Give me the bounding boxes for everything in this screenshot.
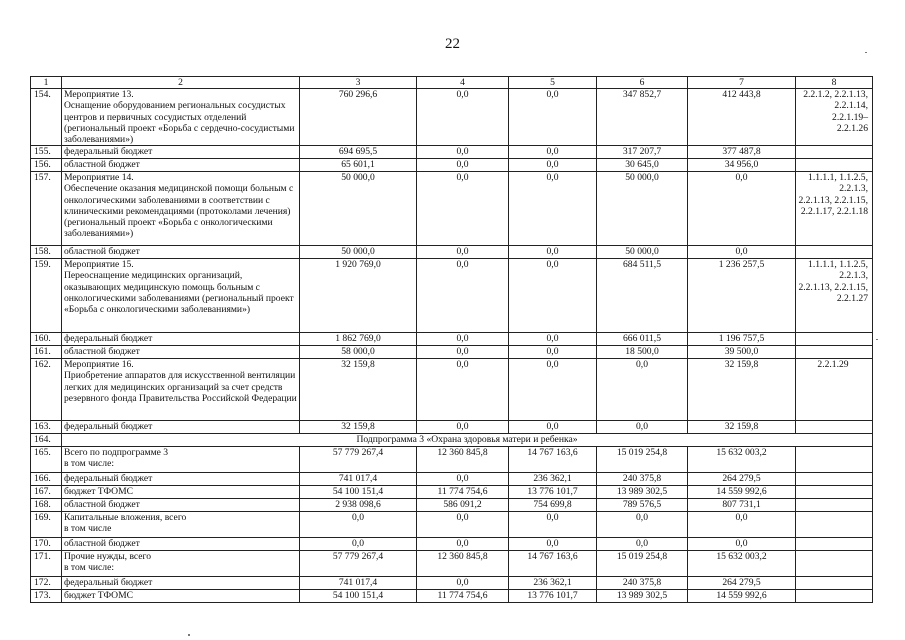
description-cell: бюджет ТФОМС xyxy=(62,590,300,603)
year-cell: 0,0 xyxy=(509,146,597,159)
total-cell: 32 159,8 xyxy=(300,359,417,421)
description-cell: федеральный бюджет xyxy=(62,146,300,159)
row-number-cell: 172. xyxy=(31,577,62,590)
table-row xyxy=(31,246,873,259)
year-cell: 14 559 992,6 xyxy=(688,590,796,603)
year-cell: 15 632 003,2 xyxy=(688,551,796,577)
description-cell: федеральный бюджет xyxy=(62,421,300,434)
total-cell: 741 017,4 xyxy=(300,577,417,590)
row-number-cell: 161. xyxy=(31,346,62,359)
year-cell: 0,0 xyxy=(417,512,509,538)
table-row xyxy=(31,159,873,172)
year-cell: 666 011,5 xyxy=(597,333,688,346)
year-cell: 264 279,5 xyxy=(688,577,796,590)
table-row xyxy=(31,434,873,447)
total-cell: 32 159,8 xyxy=(300,421,417,434)
indicator-ref-cell xyxy=(796,346,873,359)
year-cell: 0,0 xyxy=(509,333,597,346)
table-row xyxy=(31,146,873,159)
year-cell: 0,0 xyxy=(509,359,597,421)
scan-speck xyxy=(188,634,190,636)
year-cell: 11 774 754,6 xyxy=(417,486,509,499)
total-cell: 1 862 769,0 xyxy=(300,333,417,346)
year-cell: 0,0 xyxy=(688,172,796,246)
indicator-ref-cell xyxy=(796,551,873,577)
header-cell: 2 xyxy=(62,77,300,89)
indicator-ref-cell xyxy=(796,499,873,512)
year-cell: 0,0 xyxy=(688,538,796,551)
year-cell: 32 159,8 xyxy=(688,421,796,434)
page-number: 22 xyxy=(445,36,460,52)
indicator-ref-cell: 2.2.1.2, 2.2.1.13, 2.2.1.14, 2.2.1.19– 2.2.1.26 xyxy=(796,89,873,146)
description-cell: Мероприятие 14. Обеспечение оказания медицинской помощи больным с онкологическими заболеваниями в соответствии с клиническими рекомендациями (протоколами лечения) (региональный проект «Борьба с онкологическими заболеваниями») xyxy=(62,172,300,246)
row-number-cell: 157. xyxy=(31,172,62,246)
year-cell: 0,0 xyxy=(417,89,509,146)
row-number-cell: 169. xyxy=(31,512,62,538)
year-cell: 11 774 754,6 xyxy=(417,590,509,603)
year-cell: 0,0 xyxy=(509,346,597,359)
total-cell: 694 695,5 xyxy=(300,146,417,159)
year-cell: 0,0 xyxy=(417,259,509,333)
table-row xyxy=(31,359,873,421)
row-number-cell: 159. xyxy=(31,259,62,333)
row-number-cell: 154. xyxy=(31,89,62,146)
year-cell: 15 019 254,8 xyxy=(597,447,688,473)
table-row xyxy=(31,499,873,512)
description-cell: Капитальные вложения, всего в том числе xyxy=(62,512,300,538)
year-cell: 240 375,8 xyxy=(597,473,688,486)
table-row xyxy=(31,551,873,577)
program-financing-table xyxy=(30,76,873,603)
year-cell: 236 362,1 xyxy=(509,473,597,486)
indicator-ref-cell xyxy=(796,447,873,473)
year-cell: 14 767 163,6 xyxy=(509,447,597,473)
indicator-ref-cell xyxy=(796,590,873,603)
year-cell: 0,0 xyxy=(597,512,688,538)
header-cell: 3 xyxy=(300,77,417,89)
table-row xyxy=(31,486,873,499)
total-cell: 760 296,6 xyxy=(300,89,417,146)
table-header-row xyxy=(31,77,873,89)
scan-speck xyxy=(876,339,878,340)
year-cell: 14 767 163,6 xyxy=(509,551,597,577)
description-cell: федеральный бюджет xyxy=(62,577,300,590)
year-cell: 12 360 845,8 xyxy=(417,447,509,473)
year-cell: 789 576,5 xyxy=(597,499,688,512)
year-cell: 412 443,8 xyxy=(688,89,796,146)
indicator-ref-cell xyxy=(796,577,873,590)
indicator-ref-cell xyxy=(796,473,873,486)
year-cell: 754 699,8 xyxy=(509,499,597,512)
table-row xyxy=(31,89,873,146)
indicator-ref-cell xyxy=(796,486,873,499)
total-cell: 741 017,4 xyxy=(300,473,417,486)
row-number-cell: 162. xyxy=(31,359,62,421)
year-cell: 1 196 757,5 xyxy=(688,333,796,346)
indicator-ref-cell xyxy=(796,246,873,259)
row-number-cell: 164. xyxy=(31,434,62,447)
year-cell: 32 159,8 xyxy=(688,359,796,421)
header-cell: 5 xyxy=(509,77,597,89)
header-cell: 7 xyxy=(688,77,796,89)
row-number-cell: 160. xyxy=(31,333,62,346)
year-cell: 0,0 xyxy=(417,577,509,590)
indicator-ref-cell xyxy=(796,159,873,172)
year-cell: 0,0 xyxy=(597,359,688,421)
year-cell: 236 362,1 xyxy=(509,577,597,590)
total-cell: 0,0 xyxy=(300,538,417,551)
year-cell: 0,0 xyxy=(417,172,509,246)
table-row xyxy=(31,538,873,551)
description-cell: Мероприятие 13. Оснащение оборудованием региональных сосудистых центров и первичных сосудистых отделений (региональный проект «Борьба с сердечно-сосудистыми заболеваниями») xyxy=(62,89,300,146)
year-cell: 15 019 254,8 xyxy=(597,551,688,577)
header-cell: 1 xyxy=(31,77,62,89)
row-number-cell: 173. xyxy=(31,590,62,603)
year-cell: 14 559 992,6 xyxy=(688,486,796,499)
table-row xyxy=(31,590,873,603)
row-number-cell: 165. xyxy=(31,447,62,473)
year-cell: 0,0 xyxy=(417,473,509,486)
total-cell: 54 100 151,4 xyxy=(300,590,417,603)
year-cell: 0,0 xyxy=(688,246,796,259)
row-number-cell: 155. xyxy=(31,146,62,159)
table-row xyxy=(31,259,873,333)
total-cell: 50 000,0 xyxy=(300,246,417,259)
description-cell: областной бюджет xyxy=(62,159,300,172)
year-cell: 13 989 302,5 xyxy=(597,590,688,603)
year-cell: 0,0 xyxy=(509,538,597,551)
row-number-cell: 166. xyxy=(31,473,62,486)
year-cell: 0,0 xyxy=(417,346,509,359)
description-cell: Прочие нужды, всего в том числе: xyxy=(62,551,300,577)
year-cell: 0,0 xyxy=(688,512,796,538)
year-cell: 0,0 xyxy=(509,89,597,146)
year-cell: 13 776 101,7 xyxy=(509,486,597,499)
year-cell: 1 236 257,5 xyxy=(688,259,796,333)
year-cell: 30 645,0 xyxy=(597,159,688,172)
total-cell: 58 000,0 xyxy=(300,346,417,359)
year-cell: 0,0 xyxy=(417,159,509,172)
year-cell: 18 500,0 xyxy=(597,346,688,359)
year-cell: 50 000,0 xyxy=(597,246,688,259)
year-cell: 0,0 xyxy=(509,512,597,538)
indicator-ref-cell: 2.2.1.29 xyxy=(796,359,873,421)
total-cell: 1 920 769,0 xyxy=(300,259,417,333)
year-cell: 0,0 xyxy=(417,538,509,551)
description-cell: Мероприятие 16. Приобретение аппаратов для искусственной вентиляции легких для медицинских организаций за счет средств резервного фонда Правительства Российской Федерации xyxy=(62,359,300,421)
year-cell: 0,0 xyxy=(509,421,597,434)
year-cell: 0,0 xyxy=(597,421,688,434)
year-cell: 34 956,0 xyxy=(688,159,796,172)
year-cell: 377 487,8 xyxy=(688,146,796,159)
table-row xyxy=(31,346,873,359)
total-cell: 65 601,1 xyxy=(300,159,417,172)
indicator-ref-cell xyxy=(796,512,873,538)
indicator-ref-cell: 1.1.1.1, 1.1.2.5, 2.2.1.3, 2.2.1.13, 2.2.1.15, 2.2.1.17, 2.2.1.18 xyxy=(796,172,873,246)
year-cell: 39 500,0 xyxy=(688,346,796,359)
year-cell: 586 091,2 xyxy=(417,499,509,512)
row-number-cell: 168. xyxy=(31,499,62,512)
year-cell: 347 852,7 xyxy=(597,89,688,146)
total-cell: 2 938 098,6 xyxy=(300,499,417,512)
year-cell: 0,0 xyxy=(417,246,509,259)
total-cell: 57 779 267,4 xyxy=(300,551,417,577)
year-cell: 15 632 003,2 xyxy=(688,447,796,473)
row-number-cell: 167. xyxy=(31,486,62,499)
year-cell: 0,0 xyxy=(417,146,509,159)
description-cell: областной бюджет xyxy=(62,538,300,551)
indicator-ref-cell xyxy=(796,333,873,346)
year-cell: 684 511,5 xyxy=(597,259,688,333)
year-cell: 264 279,5 xyxy=(688,473,796,486)
year-cell: 317 207,7 xyxy=(597,146,688,159)
header-cell: 4 xyxy=(417,77,509,89)
table-row xyxy=(31,577,873,590)
total-cell: 0,0 xyxy=(300,512,417,538)
table-row xyxy=(31,333,873,346)
row-number-cell: 170. xyxy=(31,538,62,551)
total-cell: 57 779 267,4 xyxy=(300,447,417,473)
year-cell: 0,0 xyxy=(417,359,509,421)
description-cell: областной бюджет xyxy=(62,246,300,259)
description-cell: федеральный бюджет xyxy=(62,333,300,346)
year-cell: 0,0 xyxy=(597,538,688,551)
description-cell: федеральный бюджет xyxy=(62,473,300,486)
row-number-cell: 163. xyxy=(31,421,62,434)
description-cell: Мероприятие 15. Переоснащение медицинских организаций, оказывающих медицинскую помощь больным с онкологическими заболеваниями (региональный проект «Борьба с онкологическими заболеваниями») xyxy=(62,259,300,333)
year-cell: 0,0 xyxy=(417,333,509,346)
year-cell: 0,0 xyxy=(509,172,597,246)
indicator-ref-cell: 1.1.1.1, 1.1.2.5, 2.2.1.3, 2.2.1.13, 2.2.1.15, 2.2.1.27 xyxy=(796,259,873,333)
year-cell: 12 360 845,8 xyxy=(417,551,509,577)
table-row xyxy=(31,447,873,473)
description-cell: областной бюджет xyxy=(62,346,300,359)
total-cell: 50 000,0 xyxy=(300,172,417,246)
subprogram-title-cell: Подпрограмма 3 «Охрана здоровья матери и ребенка» xyxy=(62,434,873,447)
year-cell: 13 989 302,5 xyxy=(597,486,688,499)
year-cell: 807 731,1 xyxy=(688,499,796,512)
year-cell: 0,0 xyxy=(509,259,597,333)
scan-speck xyxy=(865,52,867,53)
indicator-ref-cell xyxy=(796,146,873,159)
table-row xyxy=(31,421,873,434)
row-number-cell: 171. xyxy=(31,551,62,577)
table-row xyxy=(31,473,873,486)
year-cell: 0,0 xyxy=(509,246,597,259)
year-cell: 0,0 xyxy=(509,159,597,172)
year-cell: 50 000,0 xyxy=(597,172,688,246)
year-cell: 240 375,8 xyxy=(597,577,688,590)
table-row xyxy=(31,172,873,246)
row-number-cell: 156. xyxy=(31,159,62,172)
header-cell: 8 xyxy=(796,77,873,89)
total-cell: 54 100 151,4 xyxy=(300,486,417,499)
year-cell: 0,0 xyxy=(417,421,509,434)
table-row xyxy=(31,512,873,538)
description-cell: бюджет ТФОМС xyxy=(62,486,300,499)
description-cell: Всего по подпрограмме 3 в том числе: xyxy=(62,447,300,473)
row-number-cell: 158. xyxy=(31,246,62,259)
indicator-ref-cell xyxy=(796,538,873,551)
header-cell: 6 xyxy=(597,77,688,89)
description-cell: областной бюджет xyxy=(62,499,300,512)
year-cell: 13 776 101,7 xyxy=(509,590,597,603)
indicator-ref-cell xyxy=(796,421,873,434)
